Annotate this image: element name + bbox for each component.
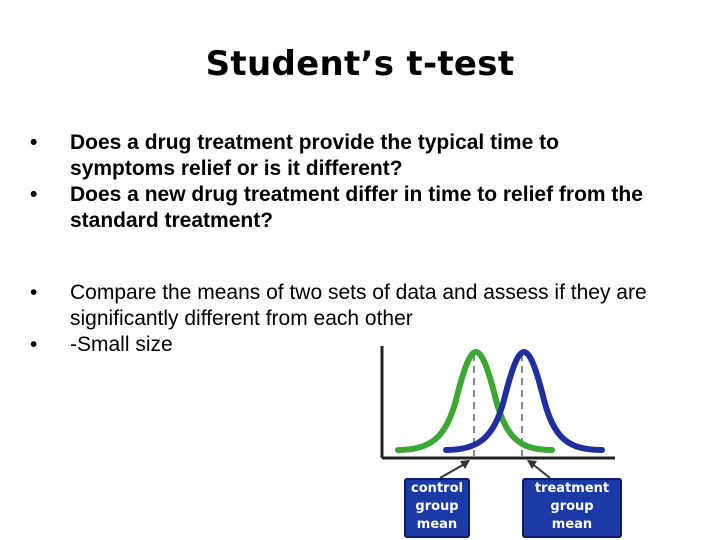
bullet-dot-icon: • xyxy=(30,333,38,356)
bullet-list-questions xyxy=(28,130,668,234)
treatment-curve xyxy=(446,352,602,450)
bullet-text: Does a new drug treatment differ in time to relief from the standard treatment? xyxy=(70,183,643,232)
bullet-item xyxy=(28,182,668,234)
bullet-dot-icon: • xyxy=(30,183,38,206)
bullet-text: Does a drug treatment provide the typical time to symptoms relief or is it different? xyxy=(70,131,559,180)
treatment-group-mean-label: treatment group mean xyxy=(522,478,622,538)
slide-title: Student’s t-test xyxy=(205,44,515,84)
bullet-text: -Small size xyxy=(70,333,173,356)
control-group-mean-label: control group mean xyxy=(404,478,470,538)
bullet-item xyxy=(28,130,668,182)
bullet-dot-icon: • xyxy=(30,131,38,154)
bullet-text: Compare the means of two sets of data and assess if they are significantly different from each other xyxy=(70,281,647,330)
bullet-item xyxy=(28,280,668,332)
control-arrow-head xyxy=(460,460,470,469)
bullet-dot-icon: • xyxy=(30,281,38,304)
